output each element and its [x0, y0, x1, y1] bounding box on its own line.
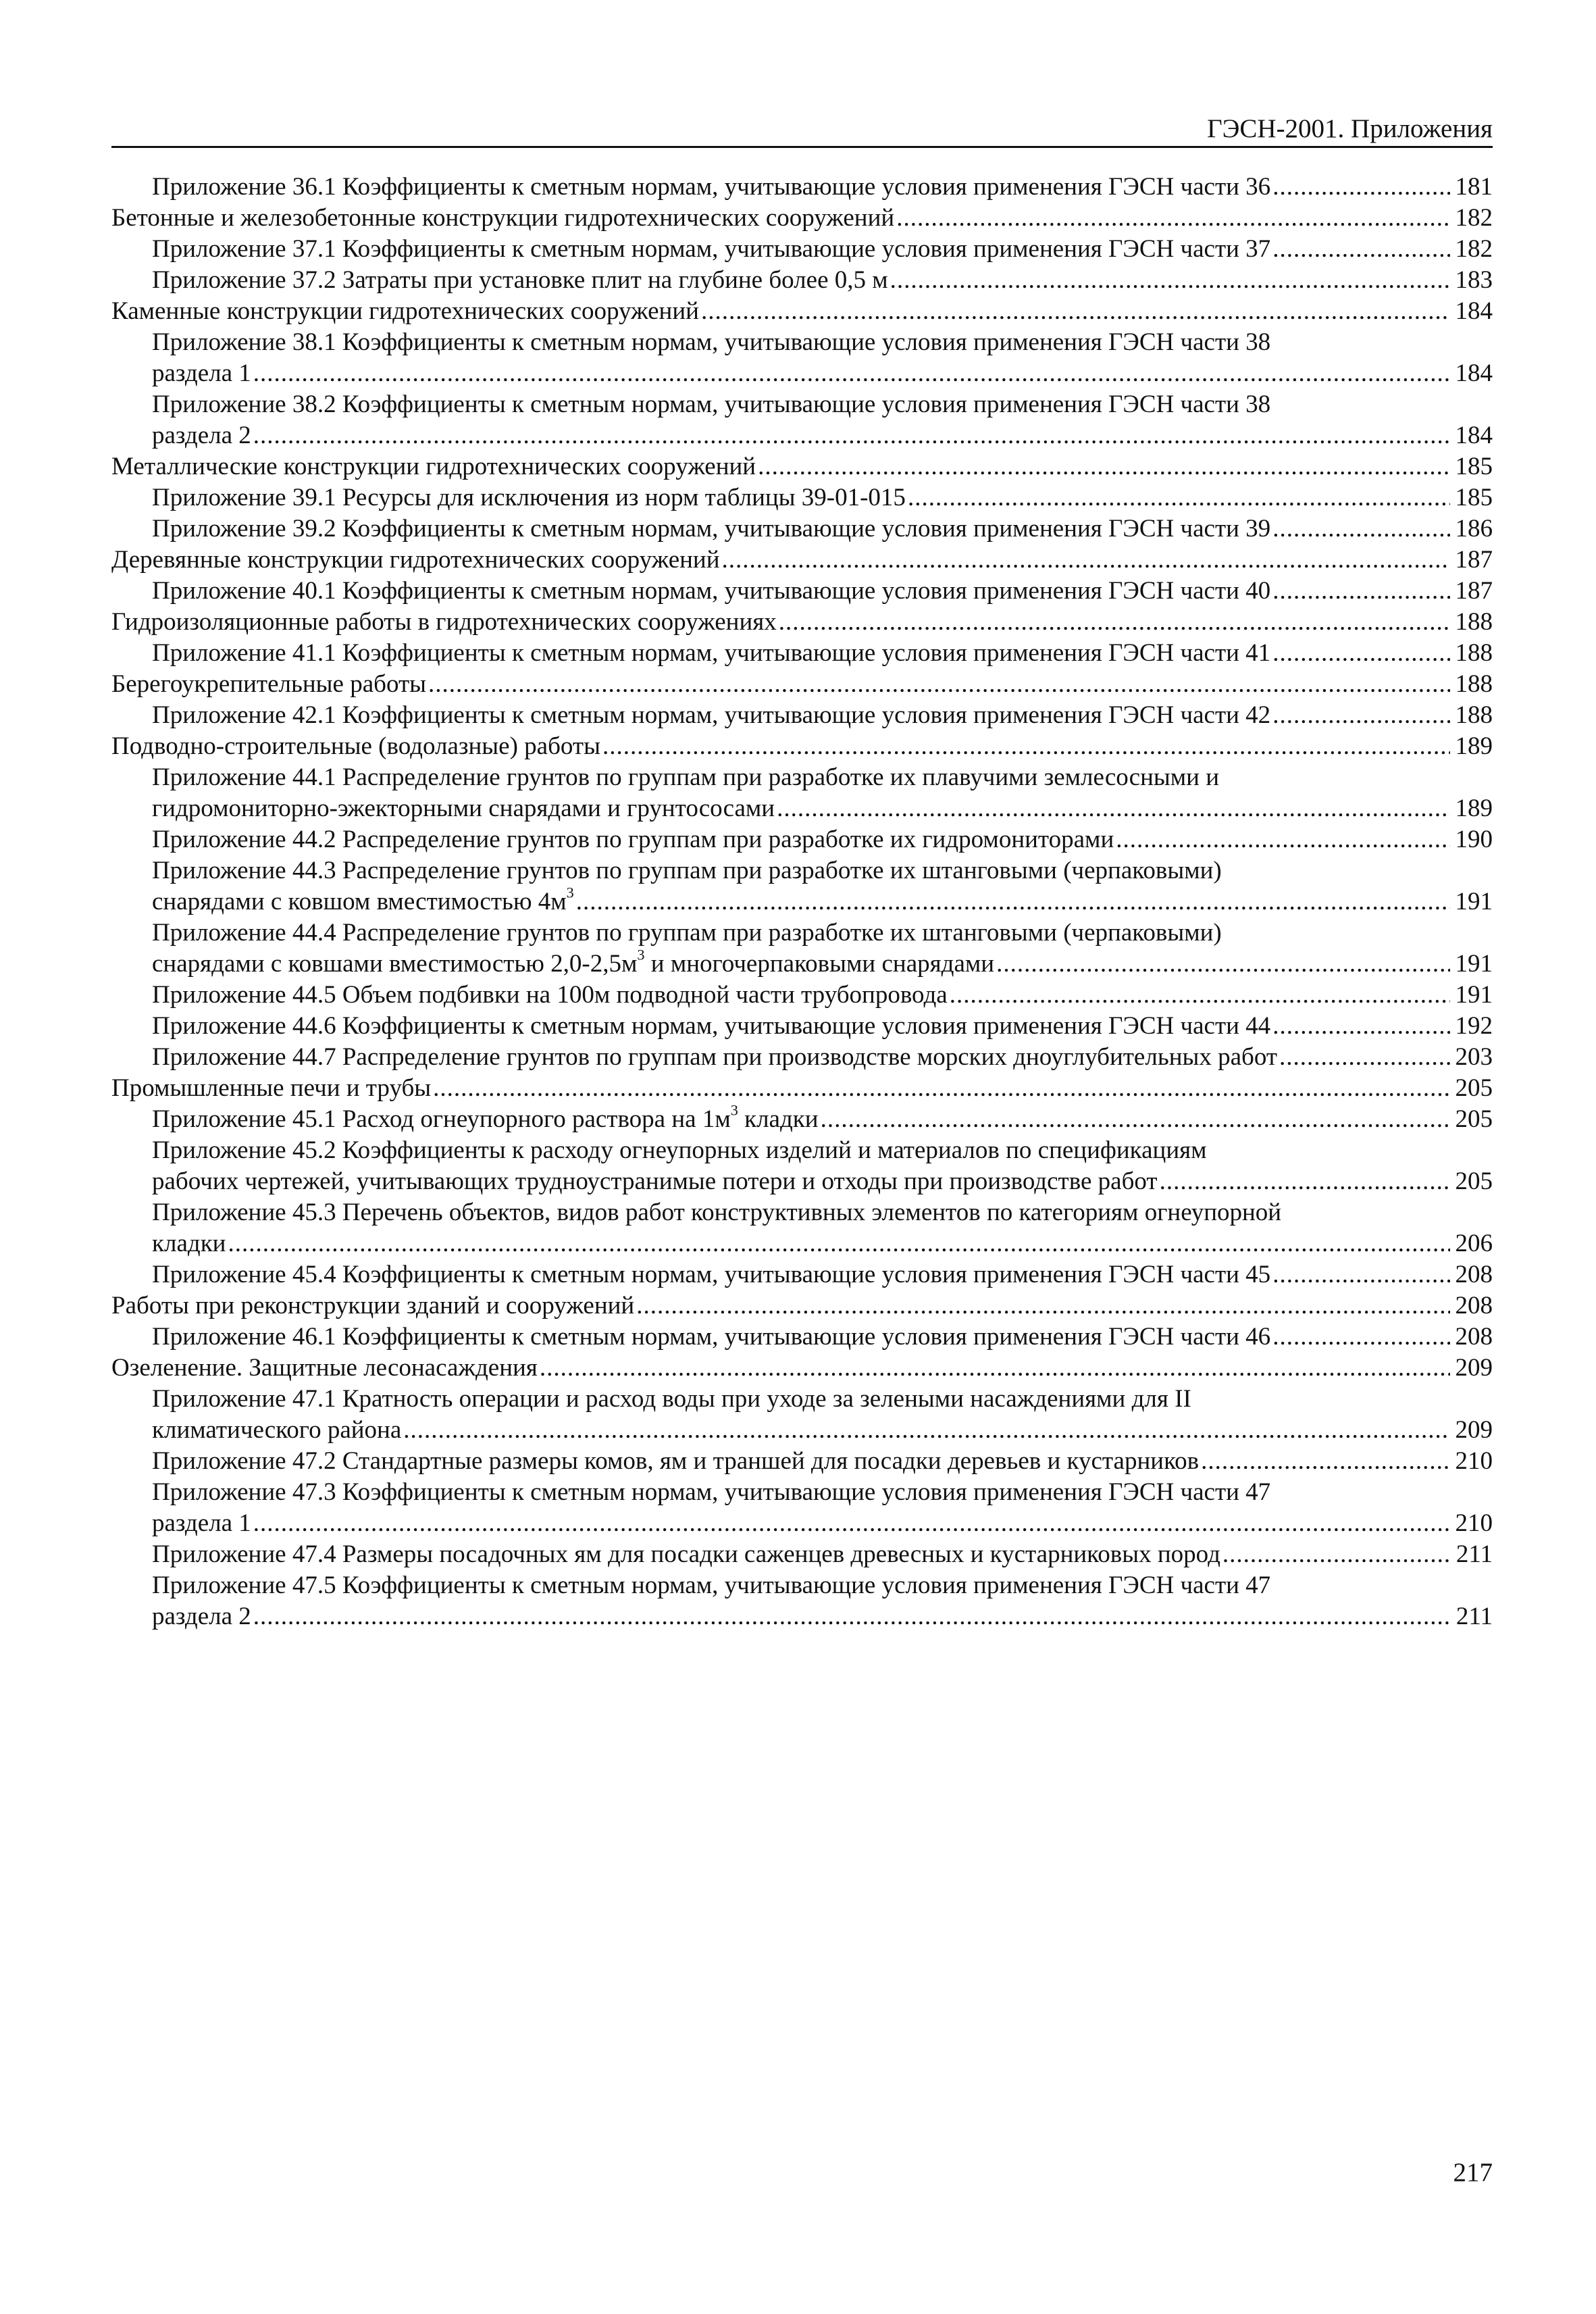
- toc-entry-label: Бетонные и железобетонные конструкции гидротехнических сооружений: [111, 204, 895, 232]
- toc-entry-label: Приложение 40.1 Коэффициенты к сметным нормам, учитывающие условия применения ГЭСН части 40: [152, 577, 1271, 605]
- toc-entry-text: [152, 265, 888, 296]
- running-header: ГЭСН-2001. Приложения: [1207, 114, 1493, 143]
- toc-subentry: [111, 1322, 1493, 1353]
- toc-entry-label: Озеленение. Защитные лесонасаждения: [111, 1354, 538, 1382]
- toc-entry-label: Приложение 44.2 Распределение грунтов по группам при разработке их гидромониторами: [152, 826, 1114, 853]
- toc-page-number: 189: [1455, 732, 1493, 760]
- toc-page-number: 183: [1455, 266, 1493, 294]
- toc-entry-row: [111, 1290, 1493, 1322]
- toc-subentry: [111, 1101, 1493, 1135]
- toc-entry-label: Приложение 41.1 Коэффициенты к сметным нормам, учитывающие условия применения ГЭСН части 41: [152, 639, 1271, 667]
- toc-subentry: [111, 1446, 1493, 1477]
- toc-entry-label: Приложение 46.1 Коэффициенты к сметным нормам, учитывающие условия применения ГЭСН части 46: [152, 1323, 1271, 1351]
- toc-entry-row: [152, 1228, 1493, 1259]
- toc-subentry: [111, 172, 1493, 203]
- toc-entry-row: [111, 1073, 1493, 1104]
- toc-entry-row: [152, 420, 1493, 451]
- toc-entry-label: Приложение 47.2 Стандартные размеры комов, ям и траншей для посадки деревьев и кустарников: [152, 1447, 1200, 1475]
- toc-entry-title-line: Приложение 47.1 Кратность операции и расход воды при уходе за зелеными насаждениями для II: [152, 1385, 1191, 1413]
- toc-page-number: 210: [1455, 1509, 1493, 1537]
- toc-entry-label: рабочих чертежей, учитывающих трудноустранимые потери и отходы при производстве работ: [152, 1167, 1158, 1195]
- dot-leader: [758, 451, 1450, 482]
- toc-entry-row: [111, 607, 1493, 638]
- toc-section: [111, 451, 1493, 482]
- toc-entry-label: Промышленные печи и трубы: [111, 1074, 432, 1102]
- toc-page-number: 186: [1455, 515, 1493, 543]
- toc-entry-text: [152, 824, 1114, 855]
- toc-entry-label: Гидроизоляционные работы в гидротехнических сооружениях: [111, 608, 777, 636]
- toc-entry-title-line: Приложение 44.4 Распределение грунтов по группам при разработке их штанговыми (черпаковыми): [152, 919, 1222, 947]
- toc-page-number: 188: [1455, 608, 1493, 636]
- toc-entry-row: [111, 545, 1493, 576]
- toc-page-number: 184: [1455, 422, 1493, 449]
- toc-entry-text: [152, 1011, 1270, 1042]
- toc-entry-text: [152, 576, 1270, 607]
- toc-subentry: [111, 1570, 1493, 1632]
- toc-entry-row: [152, 1508, 1493, 1539]
- toc-subentry: [111, 389, 1493, 451]
- toc-entry-label: Приложение 37.1 Коэффициенты к сметным нормам, учитывающие условия применения ГЭСН части 37: [152, 235, 1271, 263]
- toc-entry-text: [152, 420, 251, 451]
- toc-entry-title-line: Приложение 44.3 Распределение грунтов по группам при разработке их штанговыми (черпаковыми): [152, 857, 1222, 884]
- toc-entry-title-line: Приложение 47.3 Коэффициенты к сметным нормам, учитывающие условия применения ГЭСН части 47: [152, 1478, 1271, 1506]
- superscript: 3: [730, 1101, 738, 1119]
- toc-entry-text: [152, 886, 574, 917]
- toc-page-number: 191: [1455, 950, 1493, 978]
- toc-subentry: [111, 1477, 1493, 1539]
- toc-section: [111, 203, 1493, 234]
- toc-entry-label: снарядами с ковшом вместимостью 4м: [152, 888, 567, 915]
- toc-entry-row: [152, 576, 1493, 607]
- dot-leader: [996, 949, 1450, 980]
- toc-entry-row: [152, 638, 1493, 669]
- dot-leader: [701, 296, 1450, 327]
- toc-entry-text: [152, 1259, 1270, 1290]
- toc-entry-row: [152, 1042, 1493, 1073]
- toc-entry-label-continued: и многочерпаковыми снарядами: [644, 950, 995, 978]
- dot-leader: [1272, 513, 1450, 545]
- toc-entry-text: [152, 1415, 401, 1446]
- toc-entry-text: [152, 513, 1270, 545]
- toc-page-number: 211: [1456, 1540, 1493, 1568]
- dot-leader: [821, 1104, 1450, 1135]
- toc-entry-row: [111, 451, 1493, 482]
- toc-subentry: [111, 980, 1493, 1011]
- toc-entry-text: [152, 1101, 819, 1135]
- toc-entry-text: [152, 234, 1270, 265]
- dot-leader: [253, 1508, 1450, 1539]
- toc-entry-label: климатического района: [152, 1416, 402, 1444]
- dot-leader: [779, 607, 1450, 638]
- toc-entry-label: раздела 2: [152, 422, 251, 449]
- toc-subentry: [111, 1197, 1493, 1259]
- toc-entry-row: [152, 358, 1493, 389]
- toc-entry-title-line: Приложение 45.2 Коэффициенты к расходу огнеупорных изделий и материалов по спецификациям: [152, 1136, 1207, 1164]
- toc-entry-title-line: Приложение 45.3 Перечень объектов, видов работ конструктивных элементов по категориям огнеупорной: [152, 1199, 1282, 1226]
- toc-entry-text: [152, 946, 995, 980]
- toc-entry-row: [111, 296, 1493, 327]
- toc-page-number: 191: [1455, 981, 1493, 1009]
- superscript: 3: [566, 884, 574, 901]
- toc-subentry: [111, 1539, 1493, 1570]
- toc-entry-text: [111, 451, 756, 482]
- toc-entry-row: [152, 482, 1493, 513]
- toc-subentry: [111, 1135, 1493, 1197]
- toc-page-number: 206: [1455, 1230, 1493, 1257]
- toc-page-number: 203: [1455, 1043, 1493, 1071]
- toc-entry-label-continued: кладки: [738, 1105, 819, 1133]
- toc-entry-label: Приложение 47.4 Размеры посадочных ям для посадки саженцев древесных и кустарниковых пород: [152, 1540, 1220, 1568]
- toc-entry-text: [152, 980, 948, 1011]
- dot-leader: [428, 669, 1450, 700]
- toc-entry-text: [111, 203, 894, 234]
- toc-entry-text: [152, 1042, 1277, 1073]
- dot-leader: [950, 980, 1450, 1011]
- page-number: 217: [1453, 2158, 1493, 2187]
- toc-entry-row: [152, 1322, 1493, 1353]
- toc-entry-row: [152, 886, 1493, 917]
- toc-section: [111, 607, 1493, 638]
- dot-leader: [253, 1601, 1450, 1632]
- dot-leader: [1272, 234, 1450, 265]
- toc-entry-label: Приложение 39.2 Коэффициенты к сметным нормам, учитывающие условия применения ГЭСН части 39: [152, 515, 1271, 543]
- toc-page-number: 188: [1455, 670, 1493, 698]
- dot-leader: [253, 358, 1450, 389]
- toc-page-number: 182: [1455, 204, 1493, 232]
- toc-page-number: 190: [1455, 826, 1493, 853]
- toc-entry-label: Деревянные конструкции гидротехнических сооружений: [111, 546, 720, 574]
- toc-entry-row: [152, 1446, 1493, 1477]
- toc-page-number: 209: [1455, 1354, 1493, 1382]
- dot-leader: [1222, 1539, 1450, 1570]
- toc-subentry: [111, 1384, 1493, 1446]
- dot-leader: [896, 203, 1450, 234]
- toc-entry-label: Металлические конструкции гидротехнических сооружений: [111, 453, 756, 480]
- toc-entry-row: [152, 1415, 1493, 1446]
- toc-entry-label: Работы при реконструкции зданий и сооружений: [111, 1292, 635, 1319]
- toc-subentry: [111, 855, 1493, 917]
- header-rule: [111, 146, 1493, 148]
- toc-page-number: 184: [1455, 297, 1493, 325]
- toc-section: [111, 669, 1493, 700]
- toc-entry-text: [152, 172, 1270, 203]
- toc-entry-text: [152, 1508, 251, 1539]
- toc-entry-text: [152, 1322, 1270, 1353]
- toc-entry-row: [152, 946, 1493, 980]
- toc-entry-row: [152, 980, 1493, 1011]
- toc-section: [111, 1290, 1493, 1322]
- dot-leader: [1116, 824, 1450, 855]
- toc-subentry: [111, 576, 1493, 607]
- toc-entry-text: [111, 607, 777, 638]
- toc-subentry: [111, 482, 1493, 513]
- toc-page-number: 189: [1455, 795, 1493, 822]
- toc-entry-text: [152, 700, 1270, 731]
- toc-entry-text: [152, 1446, 1199, 1477]
- toc-entry-row: [152, 824, 1493, 855]
- toc-subentry: [111, 1011, 1493, 1042]
- toc-entry-text: [152, 1166, 1158, 1197]
- toc-entry-row: [152, 1539, 1493, 1570]
- toc-page-number: 209: [1455, 1416, 1493, 1444]
- dot-leader: [1272, 1011, 1450, 1042]
- toc-entry-row: [152, 172, 1493, 203]
- toc-page-number: 187: [1455, 577, 1493, 605]
- toc-page-number: 188: [1455, 639, 1493, 667]
- toc-entry-text: [152, 1539, 1220, 1570]
- toc-entry-row: [152, 513, 1493, 545]
- toc-entry-row: [152, 1601, 1493, 1632]
- dot-leader: [403, 1415, 1450, 1446]
- toc-page-number: 184: [1455, 359, 1493, 387]
- toc-entry-text: [152, 358, 251, 389]
- toc-page-number: 187: [1455, 546, 1493, 574]
- dot-leader: [1272, 1259, 1450, 1290]
- toc-subentry: [111, 1259, 1493, 1290]
- toc-entry-title-line: Приложение 47.5 Коэффициенты к сметным нормам, учитывающие условия применения ГЭСН части 47: [152, 1571, 1271, 1599]
- toc-subentry: [111, 638, 1493, 669]
- toc-page-number: 205: [1455, 1105, 1493, 1133]
- toc-entry-row: [152, 1259, 1493, 1290]
- toc-entry-row: [152, 1166, 1493, 1197]
- toc-entry-row: [111, 731, 1493, 762]
- toc-entry-text: [152, 793, 775, 824]
- toc-entry-label: Приложение 44.6 Коэффициенты к сметным нормам, учитывающие условия применения ГЭСН части 44: [152, 1012, 1271, 1040]
- toc-page-number: 192: [1455, 1012, 1493, 1040]
- dot-leader: [1272, 638, 1450, 669]
- table-of-contents: [111, 172, 1493, 1632]
- dot-leader: [602, 731, 1450, 762]
- toc-entry-text: [111, 669, 426, 700]
- toc-entry-row: [152, 1011, 1493, 1042]
- toc-entry-label: гидромониторно-эжекторными снарядами и грунтососами: [152, 795, 775, 822]
- dot-leader: [540, 1353, 1450, 1384]
- toc-page-number: 208: [1455, 1323, 1493, 1351]
- toc-entry-row: [152, 793, 1493, 824]
- toc-entry-label: раздела 1: [152, 1509, 251, 1537]
- toc-entry-label: кладки: [152, 1230, 226, 1257]
- dot-leader: [1201, 1446, 1450, 1477]
- toc-entry-label: Приложение 42.1 Коэффициенты к сметным нормам, учитывающие условия применения ГЭСН части 42: [152, 701, 1271, 729]
- dot-leader: [890, 265, 1450, 296]
- toc-entry-row: [111, 1353, 1493, 1384]
- toc-entry-text: [111, 1290, 634, 1322]
- toc-entry-row: [152, 234, 1493, 265]
- toc-subentry: [111, 917, 1493, 980]
- toc-entry-label: раздела 1: [152, 359, 251, 387]
- toc-entry-title-line: Приложение 38.1 Коэффициенты к сметным нормам, учитывающие условия применения ГЭСН части 38: [152, 328, 1271, 356]
- dot-leader: [1272, 172, 1450, 203]
- toc-subentry: [111, 824, 1493, 855]
- toc-entry-text: [111, 545, 720, 576]
- dot-leader: [253, 420, 1450, 451]
- toc-entry-label: раздела 2: [152, 1603, 251, 1630]
- toc-entry-text: [111, 296, 699, 327]
- toc-entry-label: Приложение 37.2 Затраты при установке плит на глубине более 0,5 м: [152, 266, 888, 294]
- toc-entry-text: [111, 731, 600, 762]
- toc-page-number: 182: [1455, 235, 1493, 263]
- toc-page-number: 211: [1456, 1603, 1493, 1630]
- dot-leader: [908, 482, 1450, 513]
- toc-page-number: 208: [1455, 1261, 1493, 1288]
- toc-entry-label: Приложение 36.1 Коэффициенты к сметным нормам, учитывающие условия применения ГЭСН части 36: [152, 173, 1271, 201]
- dot-leader: [1279, 1042, 1450, 1073]
- toc-entry-text: [111, 1353, 538, 1384]
- toc-entry-text: [152, 638, 1270, 669]
- toc-entry-row: [152, 700, 1493, 731]
- toc-page-number: 208: [1455, 1292, 1493, 1319]
- toc-entry-text: [111, 1073, 431, 1104]
- toc-page-number: 181: [1455, 173, 1493, 201]
- superscript: 3: [637, 946, 645, 963]
- toc-subentry: [111, 1042, 1493, 1073]
- toc-entry-row: [111, 203, 1493, 234]
- toc-section: [111, 296, 1493, 327]
- dot-leader: [1272, 576, 1450, 607]
- dot-leader: [228, 1228, 1450, 1259]
- dot-leader: [433, 1073, 1450, 1104]
- toc-page-number: 191: [1455, 888, 1493, 915]
- toc-subentry: [111, 234, 1493, 265]
- dot-leader: [722, 545, 1450, 576]
- dot-leader: [636, 1290, 1450, 1322]
- toc-page-number: 185: [1455, 453, 1493, 480]
- toc-subentry: [111, 265, 1493, 296]
- toc-section: [111, 1073, 1493, 1104]
- toc-entry-label: Каменные конструкции гидротехнических сооружений: [111, 297, 699, 325]
- toc-entry-title-line: Приложение 38.2 Коэффициенты к сметным нормам, учитывающие условия применения ГЭСН части 38: [152, 391, 1271, 418]
- toc-section: [111, 731, 1493, 762]
- toc-page-number: 205: [1455, 1167, 1493, 1195]
- dot-leader: [1272, 1322, 1450, 1353]
- toc-page-number: 210: [1455, 1447, 1493, 1475]
- toc-section: [111, 545, 1493, 576]
- toc-entry-row: [111, 669, 1493, 700]
- toc-subentry: [111, 762, 1493, 824]
- toc-entry-label: Приложение 39.1 Ресурсы для исключения из норм таблицы 39-01-015: [152, 484, 906, 511]
- toc-page-number: 188: [1455, 701, 1493, 729]
- toc-entry-text: [152, 482, 906, 513]
- toc-entry-label: Подводно-строительные (водолазные) работы: [111, 732, 600, 760]
- toc-subentry: [111, 513, 1493, 545]
- toc-entry-text: [152, 1228, 226, 1259]
- toc-entry-label: Берегоукрепительные работы: [111, 670, 426, 698]
- toc-subentry: [111, 700, 1493, 731]
- toc-entry-title-line: Приложение 44.1 Распределение грунтов по группам при разработке их плавучими землесосными и: [152, 763, 1220, 791]
- toc-entry-label: Приложение 45.4 Коэффициенты к сметным нормам, учитывающие условия применения ГЭСН части 45: [152, 1261, 1271, 1288]
- dot-leader: [777, 793, 1450, 824]
- toc-section: [111, 1353, 1493, 1384]
- toc-subentry: [111, 327, 1493, 389]
- dot-leader: [1160, 1166, 1450, 1197]
- toc-entry-label: Приложение 45.1 Расход огнеупорного раствора на 1м: [152, 1105, 731, 1133]
- dot-leader: [576, 886, 1450, 917]
- toc-entry-row: [152, 1101, 1493, 1135]
- toc-entry-label: Приложение 44.5 Объем подбивки на 100м подводной части трубопровода: [152, 981, 948, 1009]
- toc-page-number: 205: [1455, 1074, 1493, 1102]
- toc-entry-label: Приложение 44.7 Распределение грунтов по группам при производстве морских дноуглубительных работ: [152, 1043, 1278, 1071]
- toc-entry-text: [152, 1601, 251, 1632]
- toc-page-number: 185: [1455, 484, 1493, 511]
- dot-leader: [1272, 700, 1450, 731]
- toc-entry-label: снарядами с ковшами вместимостью 2,0-2,5м: [152, 950, 638, 978]
- toc-entry-row: [152, 265, 1493, 296]
